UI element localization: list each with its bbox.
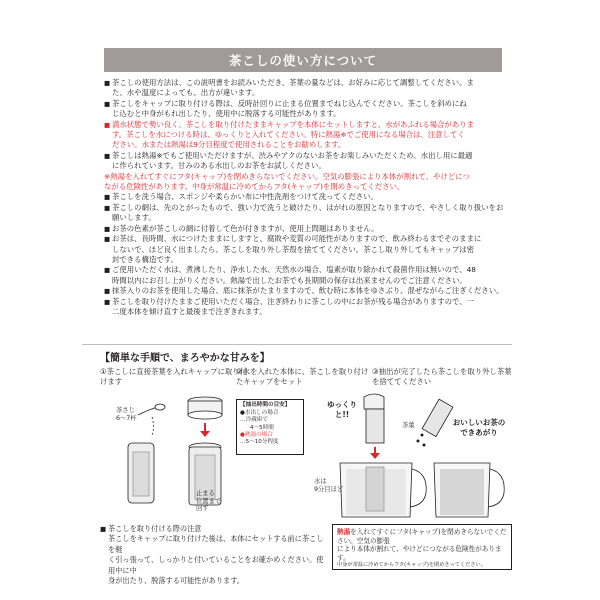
warning-line-1: を入れてすぐにフタ(キャップ)を閉めきらないでください。空気の膨張 (337, 528, 507, 545)
usage-note-line: ■ 茶こしを洗う場合、スポンジや柔らかい布に中性洗剤をつけて洗ってください。 (112, 192, 378, 202)
arrow-down-icon (370, 453, 380, 459)
usage-note-line: た、水や温度によっても、出方が違います。 (112, 88, 260, 98)
usage-note-line: 願いします。 (112, 213, 156, 223)
usage-note (104, 78, 504, 99)
usage-note-line: ながる危険性があります。中身が常温に冷めてからフタ(キャップ)を閉めきってください。 (104, 182, 405, 192)
cold-brew-line-1: …冷蔵庫で (240, 417, 268, 424)
attach-caution-head: ■ 茶こしを取り付ける際の注意 (100, 524, 326, 534)
hot-water-warning (332, 524, 512, 570)
usage-note-line: ■ 抹茶入りのお茶を使用した場合、底に抹茶がたまりますので、飲む時に本体をゆさぶり、混ぜながらご注ぎください。 (112, 286, 504, 296)
usage-note-line: ■ ご使用いただく水は、煮沸したり、浄水した水、天然水の場合、塩素が取り除かれて殺菌作用は無いので、48 (112, 265, 477, 275)
usage-note (104, 297, 504, 318)
step-2-text: ②水を入れた本体に、茶こしを取り付けたキャップをセット (236, 367, 369, 387)
section-divider (82, 344, 512, 345)
usage-note (104, 286, 504, 296)
usage-note (104, 224, 504, 234)
hot-brew-label: ●熱湯の場合 (240, 431, 273, 438)
usage-note-line: ※熱湯を入れてすぐにフタ(キャップ)を閉めきらないでください。空気の膨張により本体が割れて、やけどにつ (104, 171, 470, 181)
attach-caution (100, 524, 326, 586)
water-level-label: 水は 9分目ほど (314, 478, 344, 493)
attach-caution-body (100, 534, 326, 586)
hand-icon (364, 394, 384, 409)
brew-time-box (236, 399, 304, 455)
usage-note (104, 265, 504, 286)
procedure-illustration (100, 387, 512, 522)
usage-note (104, 99, 504, 120)
tea-leaves-label: 茶葉 (402, 422, 415, 429)
usage-note (104, 203, 504, 224)
usage-note (104, 234, 504, 265)
attach-caution-line: く引っ張って、しっかりと付いていることをお確かめください。使用中に中 (108, 555, 324, 575)
pitcher-handle-icon (488, 469, 504, 507)
how-to-title: 【簡単な手順で、まろやかな甘みを】 (100, 353, 270, 364)
cold-brew-line-2: 4〜5時間 (250, 424, 274, 431)
usage-note (104, 120, 504, 151)
hot-brew-line-1: …5〜10分程度 (240, 439, 279, 446)
usage-note-line: 封できる構造です。 (112, 254, 178, 264)
usage-note-line: じ込むと中身がもれ出したり、使用中に脱落する可能性があります。 (112, 109, 341, 119)
arrow-down-icon (200, 431, 210, 437)
usage-notes (104, 78, 504, 317)
warning-small: 中身が常温に冷めてからフタ(キャップ)を閉めきってください。 (337, 562, 486, 569)
cold-brew-label: ●水出しの場合 (240, 410, 279, 417)
usage-note-line: ■ 茶こしを取り付けたままご使用いただく場合、注ぎ終わりに茶こしの中にお茶が残る場合がありますので、一 (112, 296, 474, 306)
usage-note-line: に作られています。甘みのある水出しのお茶をお試しください。 (112, 161, 326, 171)
tea-spoons-label: 茶さじ 6〜7杯 (116, 407, 137, 422)
strainer-icon (366, 409, 384, 443)
slowly-label: ゆっくりと!! (327, 400, 357, 419)
usage-note-line: す。茶こしを水につける時は、ゆっくりと入れてください。特に熱湯※でご使用になる場合は、注意してく (112, 130, 465, 140)
step-3-text: ③抽出が完了したら茶こしを取り外し茶葉を捨ててください (372, 367, 512, 387)
usage-note (104, 151, 504, 172)
step-3-illustration (417, 399, 505, 517)
usage-note-line: ■ 茶こしの網は、先のとがったもので、強い力で洗うと破けたり、はがれの原因となりますので、やさしく取り扱いをお (112, 202, 504, 212)
usage-note-line: ■ お茶の色素が茶こしの網に付着して色が付きますが、使用上問題はありません。 (112, 223, 379, 233)
usage-note-line: しないで、ほど良く出ましたら、茶こしを取り外し茶殻を捨ててください。茶こし取り外してもキャップは密 (112, 244, 474, 254)
step-1-illustration (128, 397, 222, 505)
warning-line-2: により本体が割れて、やけどにつながる危険性があります。 (337, 545, 502, 562)
usage-note-line: 時間以内にお召し上がりください。熱湯で出したお茶でも長期間の保存は出来ませんのでご注意ください。 (112, 275, 467, 285)
section-title: 茶こしの使い方について (104, 48, 502, 72)
usage-note-line: ■ 満水状態で勢い良く、茶こしを取り付けたままキャップを本体にセットしますと、水があふれる場合がありま (112, 119, 474, 129)
usage-note-line: ■ 茶こしは熱湯※でもご使用いただけますが、渋みやアクのないお茶をお楽しみいただくため、水出し用に最適 (112, 150, 473, 160)
usage-note-line: 二度本体を傾け直すと最後まで注ぎきれます。 (112, 306, 267, 316)
attach-caution-line: 身が出たり、脱落する可能性があります。 (108, 576, 244, 586)
warning-lead: 熱湯 (337, 528, 351, 536)
spoon-bowl-icon (155, 404, 165, 410)
usage-note-line: ださい。水または熱湯は9分目程度で使用されることをお勧めします。 (112, 140, 346, 150)
brew-time-title: 【抽出時間の目安】 (240, 402, 291, 408)
usage-note (104, 172, 504, 193)
done-label: おいしいお茶の できあがり (452, 418, 506, 437)
usage-note-line: ■ お茶は、長時間、水につけたままにしますと、腐敗や変質の可能性がありますので、飲み終わるまでそのままに (112, 234, 482, 244)
step-1-text: ①茶こしに直接茶葉を入れキャップに取り付けます (100, 367, 248, 387)
stop-position-label: 止まる 位置まで 回す (196, 490, 222, 513)
attach-caution-line: 茶こしをキャップに取り付けた後は、本体にセットする前に茶こしを軽 (108, 534, 324, 554)
usage-note-line: ■ 茶こしをキャップに取り付ける際は、反時計回りに止まる位置までねじ込んでください。茶こしを斜めにね (112, 98, 467, 108)
usage-note-line: ■ 茶こしの使用方法は、この説明書をお読みいただき、茶葉の量などは、お好みに応じて調整してください。ま (112, 78, 474, 87)
usage-note (104, 192, 504, 202)
pitcher-handle-icon (410, 469, 426, 507)
